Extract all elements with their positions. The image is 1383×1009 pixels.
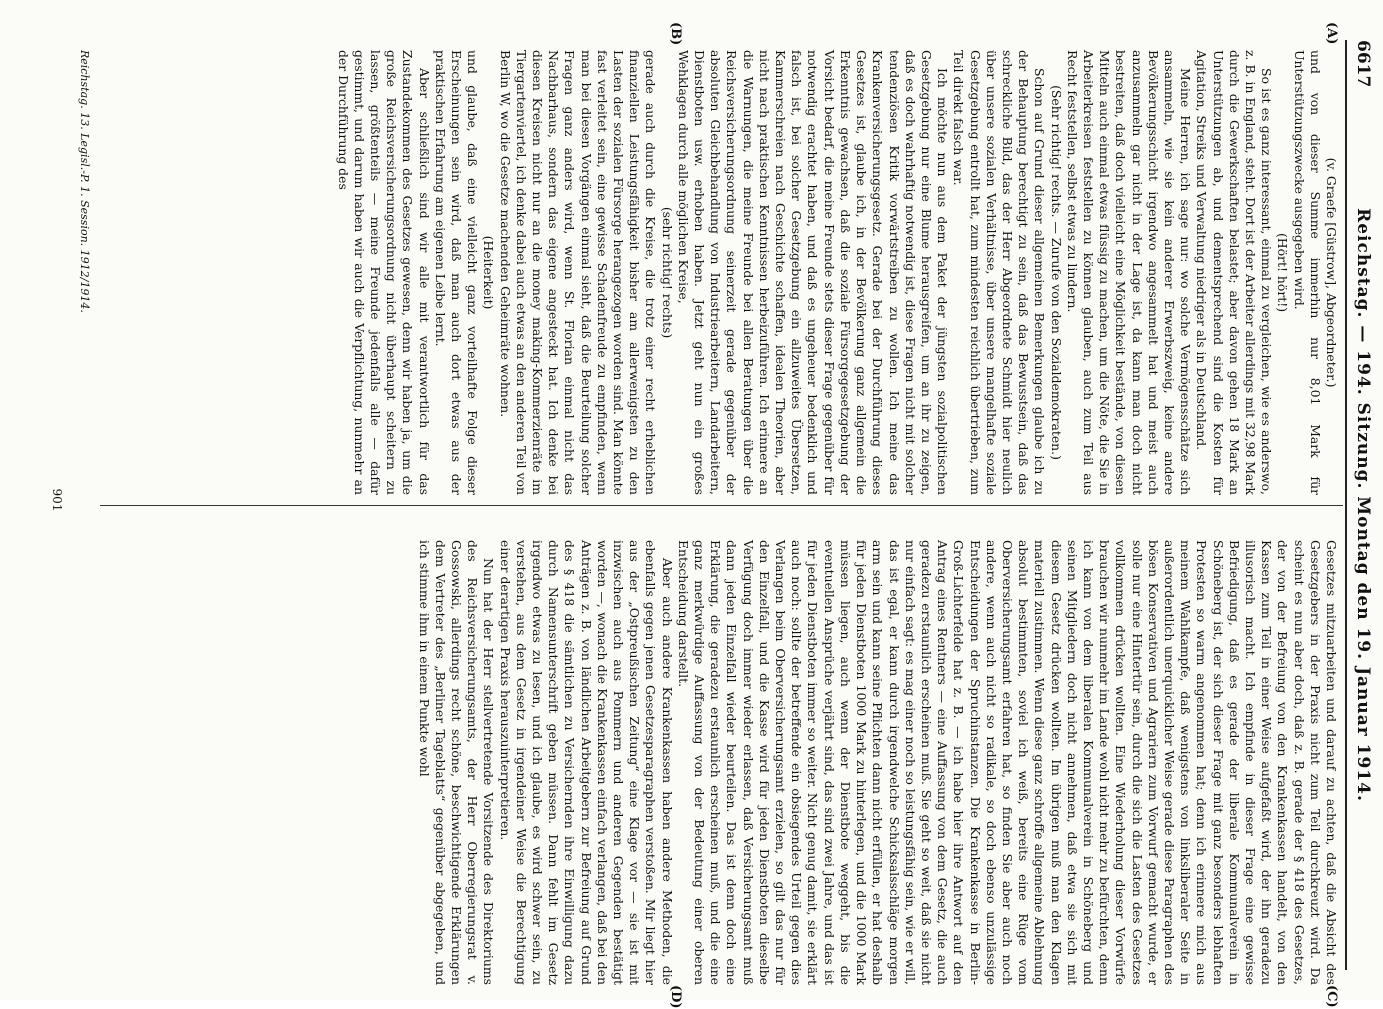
interjection: (Sehr richtig! rechts. — Zurufe von den Sozialdemokraten.) [1048,85,1064,460]
interjection: (Heiterkeit) [481,235,497,310]
header-title: Reichstag. — 194. Sitzung. Montag den 19. Januar 1914. [1353,208,1373,802]
paragraph: Schon auf Grund dieser allgemeinen Bemerkungen glaube ich zu der Behauptung berechtigt zu sein, daß das Bewusstsein, daß das schreckliche Bild, das der Herr Abgeordnete Schmidt hier neulich über unsere sozialen Verhältnisse, über unsere mangelhafte soziale Gesetzgebung entrollt hat, zum mindesten reichlich übertrieben, zum Teil direkt falsch war. [951,50,1048,495]
interjection: (sehr richtig! rechts) [659,206,675,339]
header-rule [1345,40,1347,970]
paragraph: gerade auch durch die Kreise, die trotz einer recht erheblichen finanziellen Leistungsfähigkeit bisher am allerwenigsten zu den Lasten der sozialen Fürsorge herangezogen worden sind. Man könnte fast verleitet sein, eine gewisse Schadenfreude zu empfinden, wenn man bei diesen Vorgängen einmal sieht, daß die Beurteilung solcher Fragen ganz anders wird, wenn St. Florian einmal nicht das Nachbarhaus, sondern das eigene angesteckt hat. Ich denke bei diesen Kreisen nicht nur an die money making-Kommerzienräte im Tiergartenviertel, ich denke dabei auch etwas an den anderen Teil von Berlin W, wo die Gesetze machenden Geheimräte wohnen. [497,50,659,495]
paragraph: Nun hat der Herr stellvertretende Vorsitzende des Direktoriums des Reichsversicherungsamts, der Herr Oberregierungsrat v. Gossowski, allerdings recht schöne, beschwichtigende Erklärungen dem Vertreter des „Berliner Tageblatts“ gegenüber abgegeben, und ich stimme ihm in einem Punkte wohl [416,540,497,985]
paragraph: Ich möchte nun aus dem Paket der jüngsten sozialpolitischen Gesetzgebung nur eine Blume herausgreifen, um an ihr zu zeigen, daß es doch wahrhaftig notwendig ist, diese Fragen nicht mit solcher tendenziösen Kritik vorwärtstreiben zu wollen. Ich meine das Krankenversicherungsgesetz. Gerade bei der Durchführung dieses Gesetzes ist, glaube ich, in der Bevölkerung ganz allgemein die Erkenntnis gewachsen, daß die soziale Fürsorgegesetzgebung der Vorsicht bedarf, die meine Freunde stets dieser Frage gegenüber für notwendig erachtet haben, und daß es ungeheuer bedenklich und falsch ist, bei solcher Gesetzgebung ein allzuweites Übersetzen, Kammerschreien nach Geschichte schaffen, idealen Theorien, aber nicht nach praktischen Kenntnissen herbeizuführen. Ich erinnere an die Warnungen, die meine Freunde bei allen Beratungen über die Reichsversicherungsordnung seinerzeit gerade gegenüber der absoluten Gleichbehandlung von Industriearbeitern, Landarbeitern, Dienstboten usw. erhoben haben. Jetzt geht nun ein großes Wehklagen durch alle möglichen Kreise, [675,50,951,495]
footer-source: Reichstag. 13. Legisl.-P. 1. Session. 1912/1914. [78,50,91,313]
speaker-line: (v. Graefe [Güstrow], Abgeordneter.) [1324,157,1339,388]
paragraph: Meine Herren, ich sage nur: wo solche Vermögensschätze sich ansammeln, wie sie kein anderer Erwerbszweig, keine andere Bevölkerungsschicht irgendwo angesammelt hat und meist auch anzusammeln gar nicht in der Lage ist, da kann man doch nicht bestreiten, daß doch vielleicht eine Möglichkeit bestände, von diesen Mitteln auch einmal etwas flüssig zu machen, um die Nöte, die Sie in Arbeiterkreisen feststellen zu können glauben, auch zum Teil aus Recht feststellen, selbst etwas zu lindern. [1064,50,1194,495]
paragraph: und glaube, daß eine vielleicht ganz vorteilhafte Folge dieser Erscheinungen sein wird, daß man auch dort etwas aus der praktischen Erfahrung am eigenen Leibe lernt. [432,50,481,495]
paragraph: So ist es ganz interessant, einmal zu vergleichen, wie es anderswo, z. B. in England, steht. Dort ist der Arbeiter allerdings mit 32,98 Mark durch die Gewerkschaften belastet; aber davon gehen 18 Mark an Unterstützungen ab, und dementsprechend sind die Kosten für Agitation, Streiks und Verwaltung niedriger als in Deutschland. [1194,50,1275,495]
interjection: (Hört! hört!) [1275,232,1291,313]
paragraph: Aber auch andere Krankenkassen haben andere Methoden, die ebenfalls gegen jenen Gesetzesparagraphen verstoßen. Mir liegt hier aus der „Ostpreußischen Zeitung“ eine Klage vor — sie ist mit inzwischen auch aus Pommern und anderen Gegenden bestätigt worden —, wonach die Krankenkassen einfach verlangen, daß bei den Anträgen z. B. von ländlichen Arbeitgebern zur Befreiung auf Grund des § 418 die sämtlichen zu Versichernden ihre Einwilligung dazu durch Namensunterschrift geben müssen. Dann fehlt im Gesetz irgendwo etwas zu lesen, und ich glaube, es wird schwer sein, zu verstehen, aus dem Gesetz in irgendeiner Weise die Berechtigung einer derartigen Praxis herauszuinterpretieren. [497,540,675,985]
paragraph: Aber schließlich sind wir alle mit verantwortlich für das Zustandekommen des Gesetzes gewesen, denn wir haben ja, um die große Reichsversicherungsordnung nicht überhaupt scheitern zu lassen, größtenteils — meine Freunde jedenfalls alle — dafür gestimmt, und darum haben wir auch die Verpflichtung, nunmehr an der Durchführung des [335,50,432,495]
folio-number: 901 [50,488,64,512]
marker-d: (D) [668,985,683,1009]
marker-b: (B) [668,22,683,46]
right-column [415,540,1339,985]
column-separator [100,505,1343,506]
paragraph: Gesetzes mitzuarbeiten und darauf zu achten, daß die Absicht des Gesetzgebers in der Praxis nicht zum Teil durchkreuzt wird. Da scheint es nun aber doch, daß z. B. gerade der § 418 des Gesetzes, der von der Befreiung von den Krankenkassen handelt, von den Kassen zum Teil in einer Weise aufgefaßt wird, der ihn geradezu illusorisch macht. Ich empfinde in dieser Frage eine gewisse Befriedigung, daß es gerade der liberale Kommunalverein in Schöneberg ist, der sich dieser Frage mit ganz besonders lebhaften Protesten so warm angenommen hat; denn ich erinnere mich aus meinem Wahlkampfe, daß wenigstens von linksliberaler Seite in außerordentlich unerquicklicher Weise gerade diese Paragraphen des bösen Konservativen und Agrariern zum Vorwurf gemacht wurde, er solle nur eine Hintertür sein, durch die sich die Lasten des Gesetzes vollkommen drücken wollten. Eine Wiederholung dieser Vorwürfe brauchen wir nunmehr im Lande wohl nicht mehr zu befürchten, denn ich kann von dem liberalen Kommunalverein in Schöneberg und seinen Mitgliedern doch nicht annehmen, daß etwa sie sich mit diesem Gesetz drücken wollten. Im übrigen muß man den Klagen materiell zustimmen. Wenn diese ganz schroffe allgemeine Ablehnung absolut bestimmten, soviel ich weiß, bereits eine Rüge vom Oberversicherungsamt erfahren hat, so finden Sie aber auch noch andere, wenn auch nicht so radikale, so doch ebenso unzulässige Entscheidungen der Spruchinstanzen. Die Krankenkasse in Berlin-Groß-Lichterfelde hat z. B. — ich habe hier ihre Antwort auf den Antrag eines Rentners — eine Auffassung von dem Gesetz, die auch geradezu erstaunlich erscheinen muß. Sie geht so weit, daß sie nicht nur einfach sagt: es mag einer noch so leistungsfähig sein, wie er will, das ist egal, er kann durch irgendwelche Schicksalsschläge morgen arm sein und kann seine Pflichten dann nicht erfüllen, er hat deshalb für jeden Dienstboten 1000 Mark zu hinterlegen, und die 1000 Mark müssen liegen, auch wenn der Dienstbote weggeht, bis die eventuellen Ansprüche verjährt sind, das sind zwei Jahre, und das ist für jeden Dienstboten immer so weiter. Nicht genug damit, sie erklärt auch noch: sollte der betreffende ein obsiegendes Urteil gegen dies Verlangen beim Oberversicherungsamt erzielen, so gilt das nur für den Einzelfall, und die Kasse wird für jeden Dienstboten dieselbe Verfügung doch immer wieder erlassen, daß Versicherungsamt muß dann jeden Einzelfall wieder beurteilen. Das ist denn doch eine Erklärung, die geradezu erstaunlich erscheinen muß, und die eine ganz merkwürdige Auffassung von der Bedeutung einer oberen Entscheidung darstellt. [675,540,1339,985]
left-column [334,50,1339,495]
marker-c: (C) [1324,985,1339,1008]
page-header [1347,40,1375,970]
page-number-left: 6617 [1353,40,1373,88]
paragraph: und von dieser Summe immerhin nur 8,01 Mark für Unterstützungszwecke ausgegeben wird. [1291,50,1323,495]
marker-a: (A) [1324,22,1339,45]
